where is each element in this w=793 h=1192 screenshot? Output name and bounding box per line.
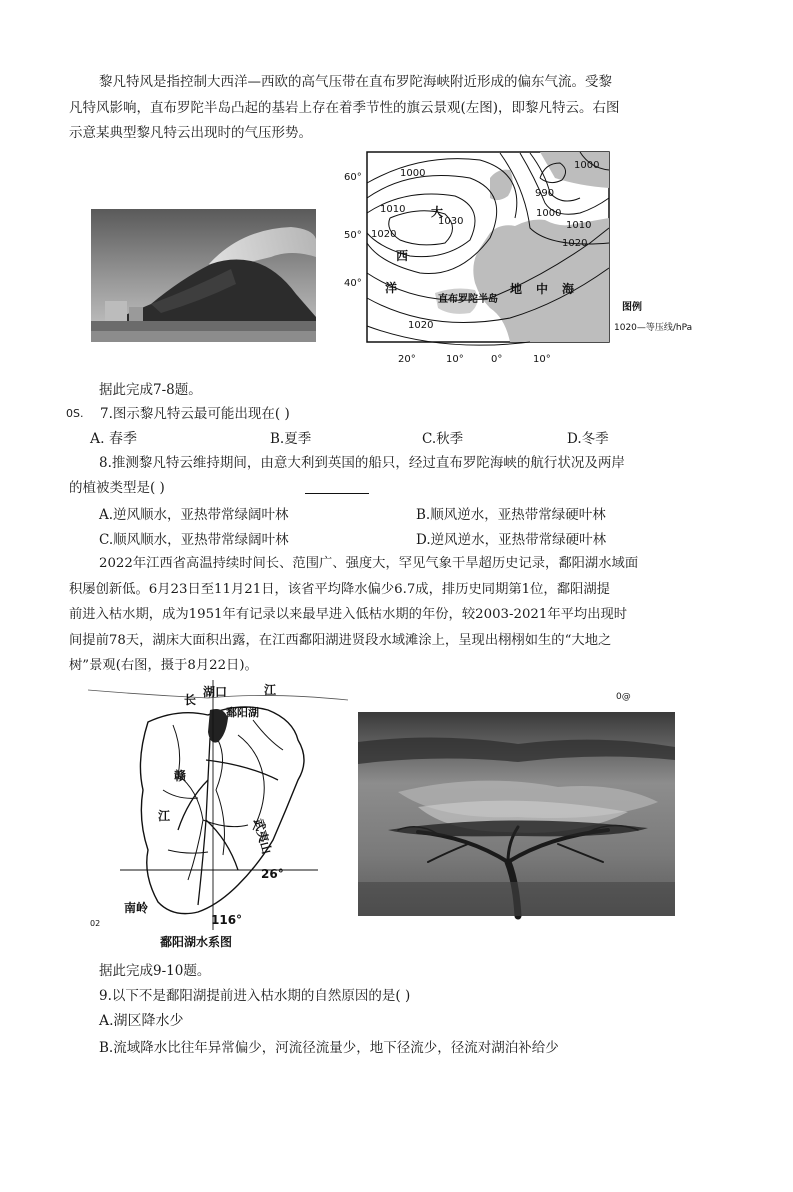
q8-option-a[interactable]: A.逆风顺水，亚热带常绿阔叶林 (99, 507, 289, 523)
q7-option-b[interactable]: B.夏季 (270, 431, 312, 447)
lon-label: 10° (533, 354, 551, 365)
q8-option-b[interactable]: B.顺风逆水，亚热带常绿硬叶林 (416, 507, 606, 523)
lon-label: 0° (491, 354, 503, 365)
passage2-line: 2022年江西省高温持续时间长、范围广、强度大，罕见气象干旱超历史记录，鄱阳湖水域面 (99, 556, 639, 571)
isobar-label: 1010 (566, 220, 592, 231)
isobar-label: 1000 (400, 168, 426, 179)
margin-mark: 0S. (66, 407, 84, 420)
map-label: 赣 (174, 769, 187, 783)
q8-option-c[interactable]: C.顺风顺水，亚热带常绿阔叶林 (99, 532, 289, 548)
corner-mark: 02 (90, 919, 101, 928)
isobar-label: 1020 (371, 229, 397, 240)
map-label: 116° (211, 913, 243, 927)
map-label: 南岭 (124, 901, 149, 915)
region-label: 大 (431, 205, 444, 219)
photo-corner-mark: 0@ (616, 692, 631, 702)
earth-tree-photo (358, 712, 675, 916)
passage2 (69, 551, 638, 679)
lat-label: 50° (344, 230, 362, 241)
passage1 (69, 70, 620, 147)
pressure-map (340, 148, 693, 373)
region-label: 地 (510, 282, 523, 296)
q7-stem: 7.图示黎凡特云最可能出现在( ) (100, 406, 290, 422)
strait-label: 直布罗陀半岛 (438, 294, 498, 305)
isobar-label: 990 (535, 188, 555, 199)
passage1-line: 凡特风影响，直布罗陀半岛凸起的基岩上存在着季节性的旗云景观(左图)，即黎凡特云。右图 (69, 99, 620, 116)
lon-label: 20° (398, 354, 416, 365)
q8-stem-line1: 8.推测黎凡特云维持期间，由意大利到英国的船只，经过直布罗陀海峡的航行状况及两岸 (99, 455, 625, 471)
map-label: 江 (264, 683, 277, 697)
instruction-9-10: 据此完成9-10题。 (99, 963, 211, 979)
levant-cloud-photo (91, 209, 316, 342)
q7-option-a[interactable]: A. 春季 (90, 431, 138, 447)
q8-stem-line2: 的植被类型是( ) (69, 480, 165, 496)
poyang-river-map (88, 680, 358, 952)
region-label: 海 (562, 282, 575, 296)
map-label: 26° (261, 867, 284, 881)
region-label: 中 (536, 282, 549, 296)
q8-option-d[interactable]: D.逆风逆水，亚热带常绿硬叶林 (416, 532, 607, 548)
isobar-label: 1010 (380, 204, 406, 215)
answer-blank-line (305, 493, 369, 494)
legend-item: 1020—等压线/hPa (614, 323, 693, 333)
passage1-line: 黎凡特风是指控制大西洋—西欧的高气压带在直布罗陀海峡附近形成的偏东气流。受黎 (99, 74, 612, 90)
isobar-label: 1020 (562, 238, 588, 249)
q9-option-b[interactable]: B.流域降水比往年异常偏少，河流径流量少，地下径流少，径流对湖泊补给少 (99, 1040, 559, 1056)
lat-label: 40° (344, 278, 362, 289)
isobar-label: 1000 (536, 208, 562, 219)
q9-option-a[interactable]: A.湖区降水少 (99, 1013, 184, 1029)
passage2-line: 前进入枯水期，成为1951年有记录以来最早进入低枯水期的年份，较2003-2021年平均出现时 (69, 607, 628, 622)
map-label: 江 (158, 809, 171, 823)
passage2-line: 积屡创新低。6月23日至11月21日，该省平均降水偏少6.7成，排历史同期第1位，鄱阳湖提 (69, 581, 610, 597)
map-label: 湖口 (203, 685, 228, 699)
lon-label: 10° (446, 354, 464, 365)
map-label: 武夷山 (251, 817, 274, 856)
map-label: 鄱阳湖 (226, 706, 259, 719)
region-label: 西 (396, 249, 409, 263)
passage2-line: 间提前78天，湖床大面积出露，在江西鄱阳湖进贤段水域滩涂上，呈现出栩栩如生的“大地之 (69, 632, 612, 648)
q7-option-d[interactable]: D.冬季 (567, 431, 609, 447)
passage2-line: 树”景观(右图，摄于8月22日)。 (69, 658, 258, 673)
isobar-label: 1020 (408, 320, 434, 331)
lat-label: 60° (344, 172, 362, 183)
isobar-label: 1000 (574, 160, 600, 171)
q9-stem: 9.以下不是鄱阳湖提前进入枯水期的自然原因的是( ) (99, 988, 411, 1004)
isobar-label: 1030 (438, 216, 464, 227)
legend-title: 图例 (622, 302, 642, 313)
map-caption: 鄱阳湖水系图 (160, 935, 233, 949)
instruction-7-8: 据此完成7-8题。 (99, 382, 202, 398)
region-label: 洋 (385, 281, 398, 295)
passage1-line: 示意某典型黎凡特云出现时的气压形势。 (69, 125, 312, 141)
map-label: 长 (184, 693, 197, 707)
q7-option-c[interactable]: C.秋季 (422, 431, 464, 447)
